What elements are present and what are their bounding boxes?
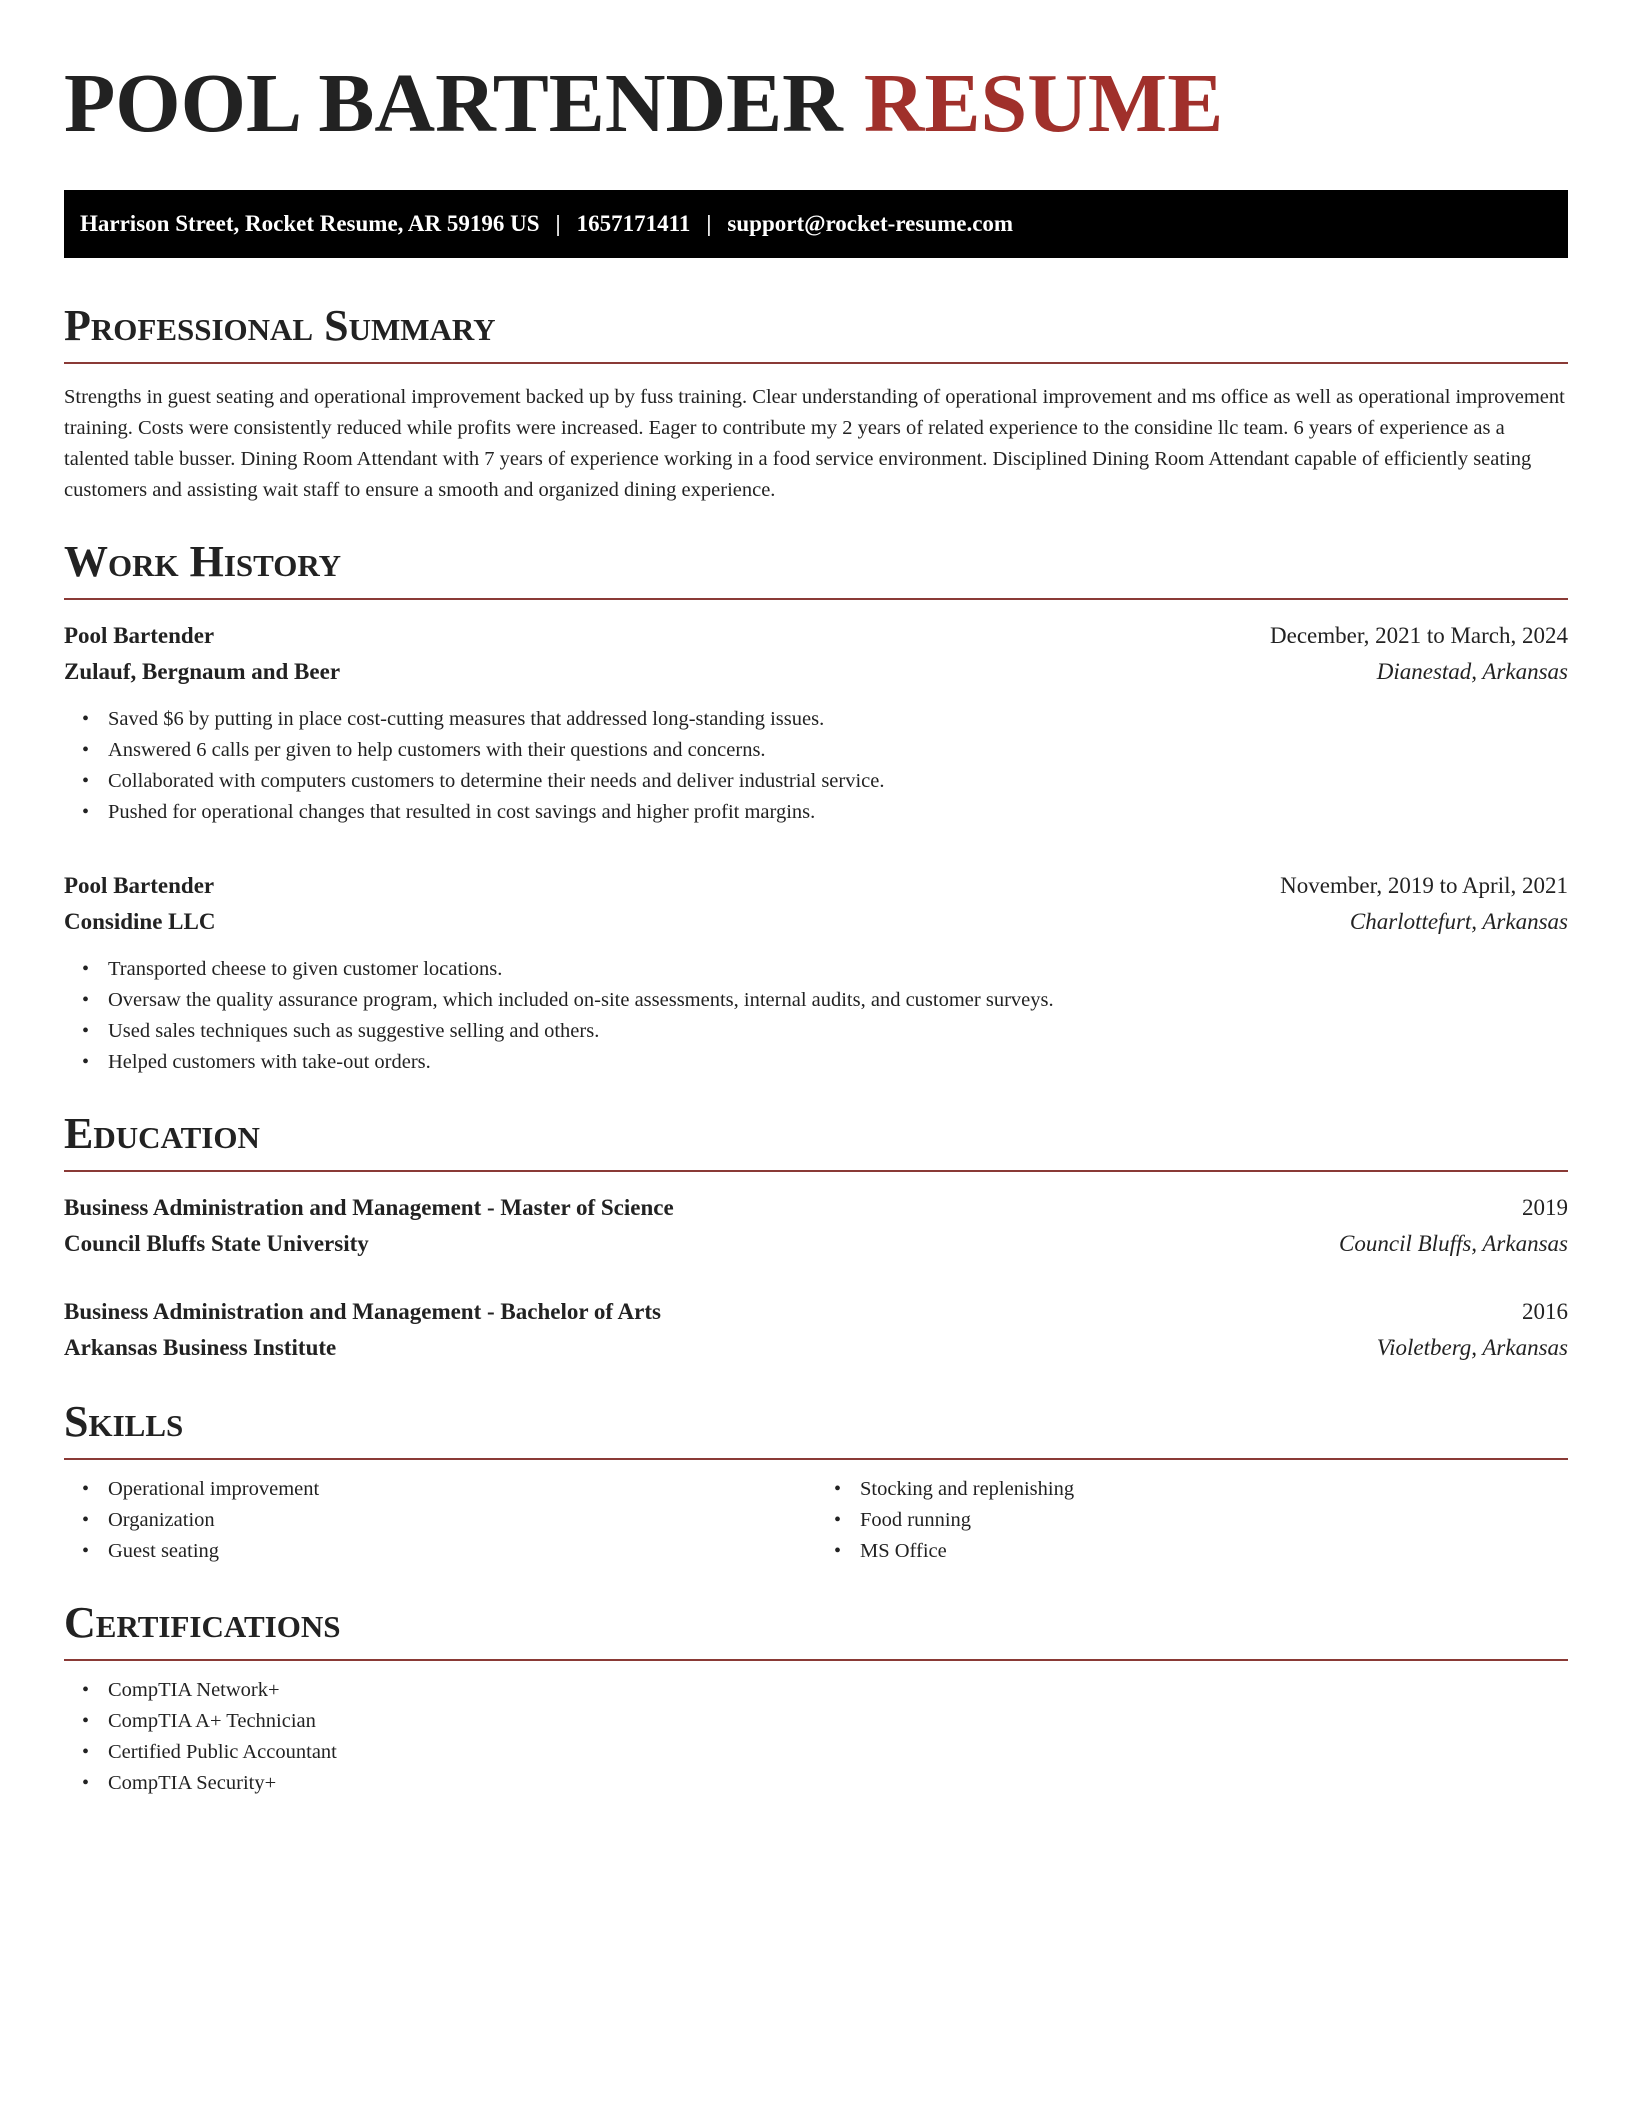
job-entry	[64, 868, 1568, 1078]
list-item: • Answered 6 calls per given to help customers with their questions and concerns.	[108, 735, 1568, 766]
list-item: • Organization	[108, 1505, 816, 1536]
education-school: Council Bluffs State University	[64, 1231, 369, 1256]
list-item: • CompTIA A+ Technician	[108, 1706, 1568, 1737]
resume-title	[64, 56, 1568, 152]
work-history-section	[64, 536, 1568, 1078]
summary-text: Strengths in guest seating and operational improvement backed up by fuss training. Clear understanding of operational improvement and ms office as well as operational improvement training. Costs were consistently reduced while profits were increased. Eager to contribute my 2 years of related experience to the considine llc team. 6 years of experience as a talented table busser. Dining Room Attendant with 7 years of experience working in a food service environment. Disciplined Dining Room Attendant capable of efficiently seating customers and assisting wait staff to ensure a smooth and organized dining experience.	[64, 386, 1565, 501]
section-divider	[64, 1458, 1568, 1460]
education-entry	[64, 1294, 1568, 1366]
job-location: Charlottefurt, Arkansas	[1349, 909, 1568, 934]
job-location: Dianestad, Arkansas	[1376, 659, 1568, 684]
education-degree: Business Administration and Management - Master of Science	[64, 1195, 674, 1220]
section-divider	[64, 598, 1568, 600]
certifications-section	[64, 1597, 1568, 1799]
list-item: • CompTIA Security+	[108, 1768, 1568, 1799]
education-heading: Education	[64, 1109, 260, 1158]
certifications-list	[64, 1675, 1568, 1799]
title-main: POOL BARTENDER	[64, 57, 843, 150]
education-location: Council Bluffs, Arkansas	[1339, 1231, 1568, 1256]
skills-grid	[64, 1474, 1568, 1567]
job-entry	[64, 618, 1568, 828]
certifications-heading: Certifications	[64, 1598, 341, 1647]
work-history-heading: Work History	[64, 537, 342, 586]
list-item: • CompTIA Network+	[108, 1675, 1568, 1706]
contact-separator: |	[555, 211, 561, 236]
section-divider	[64, 362, 1568, 364]
list-item: • Stocking and replenishing	[860, 1474, 1568, 1505]
skills-heading: Skills	[64, 1397, 184, 1446]
list-item: • Guest seating	[108, 1536, 816, 1567]
contact-separator: |	[706, 211, 712, 236]
education-section	[64, 1108, 1568, 1366]
list-item: • Pushed for operational changes that resulted in cost savings and higher profit margins.	[108, 797, 1568, 828]
education-year: 2019	[1522, 1195, 1568, 1220]
section-divider	[64, 1659, 1568, 1661]
education-entry	[64, 1190, 1568, 1262]
list-item: • Saved $6 by putting in place cost-cutting measures that addressed long-standing issues.	[108, 704, 1568, 735]
education-location: Violetberg, Arkansas	[1376, 1335, 1568, 1360]
job-company: Zulauf, Bergnaum and Beer	[64, 659, 341, 684]
education-school: Arkansas Business Institute	[64, 1335, 337, 1360]
job-bullets	[64, 954, 1568, 1078]
list-item: • Operational improvement	[108, 1474, 816, 1505]
list-item: • Food running	[860, 1505, 1568, 1536]
skills-list-right	[816, 1474, 1568, 1567]
job-dates: November, 2019 to April, 2021	[1280, 873, 1568, 898]
job-company: Considine LLC	[64, 909, 216, 934]
contact-address: Harrison Street, Rocket Resume, AR 59196 US	[80, 211, 540, 236]
title-accent: RESUME	[863, 57, 1224, 150]
list-item: • Oversaw the quality assurance program, which included on-site assessments, internal audits, and customer surveys.	[108, 985, 1568, 1016]
contact-email[interactable]: support@rocket-resume.com	[727, 211, 1014, 236]
summary-heading: Professional Summary	[64, 301, 496, 350]
job-dates: December, 2021 to March, 2024	[1270, 623, 1568, 648]
skills-list-left	[64, 1474, 816, 1567]
education-year: 2016	[1522, 1299, 1568, 1324]
job-title: Pool Bartender	[64, 873, 215, 898]
section-divider	[64, 1170, 1568, 1172]
contact-bar	[64, 190, 1568, 258]
summary-section	[64, 300, 1568, 506]
education-degree: Business Administration and Management - Bachelor of Arts	[64, 1299, 661, 1324]
list-item: • Used sales techniques such as suggestive selling and others.	[108, 1016, 1568, 1047]
list-item: • Collaborated with computers customers to determine their needs and deliver industrial service.	[108, 766, 1568, 797]
list-item: • Transported cheese to given customer locations.	[108, 954, 1568, 985]
job-bullets	[64, 704, 1568, 828]
job-title: Pool Bartender	[64, 623, 215, 648]
list-item: • Helped customers with take-out orders.	[108, 1047, 1568, 1078]
contact-phone: 1657171411	[576, 211, 691, 236]
list-item: • Certified Public Accountant	[108, 1737, 1568, 1768]
skills-section	[64, 1396, 1568, 1567]
list-item: • MS Office	[860, 1536, 1568, 1567]
